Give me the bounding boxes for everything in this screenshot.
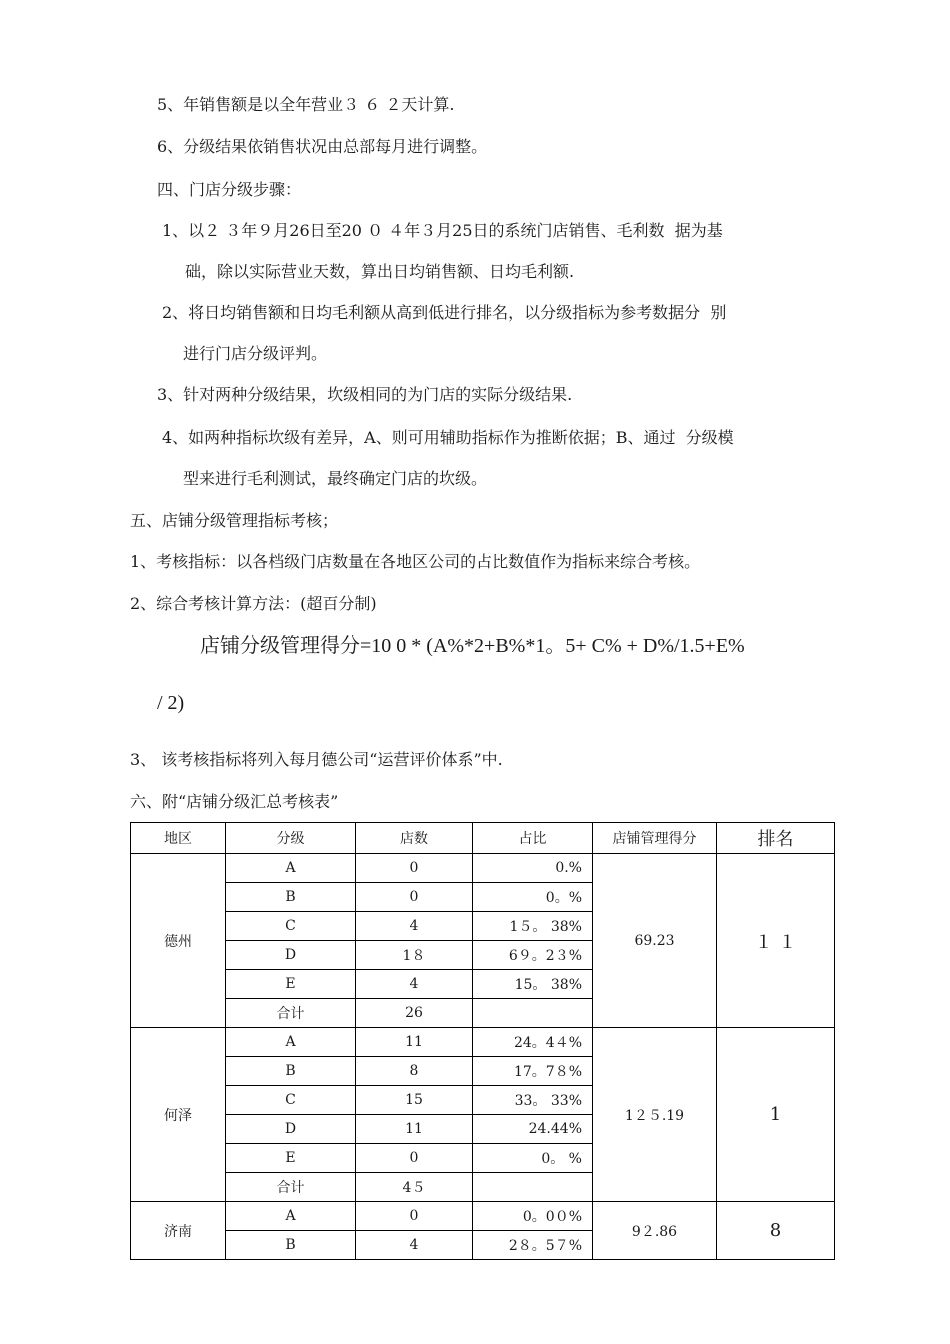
para-step-1-line1: 1、以２ ３年９月26日至20 ０ ４年３月25日的系统门店销售、毛利数 据为基 bbox=[162, 221, 723, 240]
header-region: 地区 bbox=[131, 823, 226, 854]
grade-cell: A bbox=[226, 1202, 356, 1231]
grade-cell: C bbox=[226, 912, 356, 941]
total-count-cell: 26 bbox=[356, 999, 473, 1028]
grade-cell: E bbox=[226, 970, 356, 999]
para-step-4-line1: 4、如两种指标坎级有差异，A、则可用辅助指标作为推断依据；B、通过 分级模 bbox=[162, 428, 734, 447]
empty-cell bbox=[473, 999, 593, 1028]
count-cell: 0 bbox=[356, 883, 473, 912]
para-step-4-line2: 型来进行毛利测试，最终确定门店的坎级。 bbox=[183, 469, 488, 488]
header-grade: 分级 bbox=[226, 823, 356, 854]
rank-cell: １ １ bbox=[717, 854, 835, 1028]
score-cell: 9２.86 bbox=[593, 1202, 717, 1260]
table-row bbox=[131, 1028, 835, 1057]
rank-cell: 1 bbox=[717, 1028, 835, 1202]
grade-cell: E bbox=[226, 1144, 356, 1173]
para-adjustment: 6、分级结果依销售状况由总部每月进行调整。 bbox=[157, 137, 488, 156]
pct-cell: 17。7８% bbox=[473, 1057, 593, 1086]
pct-cell: 2８。5７% bbox=[473, 1231, 593, 1260]
count-cell: 0 bbox=[356, 854, 473, 883]
count-cell: 4 bbox=[356, 1231, 473, 1260]
heading-section-5: 五、店铺分级管理指标考核； bbox=[130, 511, 339, 530]
header-score: 店铺管理得分 bbox=[593, 823, 717, 854]
count-cell: 4 bbox=[356, 970, 473, 999]
para-calculation-method: 2、综合考核计算方法：(超百分制) bbox=[130, 594, 377, 613]
pct-cell: 33。 33% bbox=[473, 1086, 593, 1115]
grade-cell: C bbox=[226, 1086, 356, 1115]
count-cell: 0 bbox=[356, 1144, 473, 1173]
pct-cell: 0.% bbox=[473, 854, 593, 883]
heading-section-6: 六、附“店铺分级汇总考核表” bbox=[130, 792, 339, 811]
pct-cell: 24.44% bbox=[473, 1115, 593, 1144]
count-cell: 1８ bbox=[356, 941, 473, 970]
para-evaluation-system: 3、 该考核指标将列入每月德公司“运营评价体系”中. bbox=[130, 750, 503, 769]
formula-line-1: 店铺分级管理得分=10 0 * (A%*2+B%*1。5+ C% + D%/1.5+E% bbox=[200, 635, 745, 657]
para-assessment-index: 1、考核指标：以各档级门店数量在各地区公司的占比数值作为指标来综合考核。 bbox=[130, 552, 701, 571]
count-cell: 11 bbox=[356, 1028, 473, 1057]
score-cell: 1２５.19 bbox=[593, 1028, 717, 1202]
count-cell: 11 bbox=[356, 1115, 473, 1144]
header-rank: 排名 bbox=[717, 823, 835, 854]
summary-table bbox=[130, 822, 835, 1260]
para-step-2-line2: 进行门店分级评判。 bbox=[183, 344, 328, 363]
pct-cell: 0。% bbox=[473, 883, 593, 912]
region-cell: 德州 bbox=[131, 854, 226, 1028]
total-label-cell: 合计 bbox=[226, 1173, 356, 1202]
count-cell: 8 bbox=[356, 1057, 473, 1086]
para-step-3: 3、针对两种分级结果，坎级相同的为门店的实际分级结果. bbox=[157, 385, 573, 404]
header-count: 店数 bbox=[356, 823, 473, 854]
para-step-2-line1: 2、将日均销售额和日均毛利额从高到低进行排名，以分级指标为参考数据分 别 bbox=[162, 303, 727, 322]
grade-cell: D bbox=[226, 941, 356, 970]
table-row bbox=[131, 854, 835, 883]
pct-cell: 24。4４% bbox=[473, 1028, 593, 1057]
region-cell: 何泽 bbox=[131, 1028, 226, 1202]
header-pct: 占比 bbox=[473, 823, 593, 854]
total-count-cell: 4５ bbox=[356, 1173, 473, 1202]
grade-cell: A bbox=[226, 1028, 356, 1057]
total-label-cell: 合计 bbox=[226, 999, 356, 1028]
formula-line-2: / 2) bbox=[157, 692, 185, 714]
empty-cell bbox=[473, 1173, 593, 1202]
grade-cell: B bbox=[226, 1057, 356, 1086]
grade-cell: B bbox=[226, 883, 356, 912]
grade-cell: B bbox=[226, 1231, 356, 1260]
rank-cell: 8 bbox=[717, 1202, 835, 1260]
heading-section-4: 四、门店分级步骤： bbox=[157, 180, 302, 199]
para-annual-sales: 5、年销售额是以全年营业３ ６ ２天计算. bbox=[157, 95, 455, 114]
table-header-row bbox=[131, 823, 835, 854]
table-row bbox=[131, 1202, 835, 1231]
pct-cell: 15。 38% bbox=[473, 970, 593, 999]
pct-cell: 0。0０% bbox=[473, 1202, 593, 1231]
grade-cell: D bbox=[226, 1115, 356, 1144]
count-cell: 15 bbox=[356, 1086, 473, 1115]
pct-cell: 1５。 38% bbox=[473, 912, 593, 941]
region-cell: 济南 bbox=[131, 1202, 226, 1260]
pct-cell: 0。 % bbox=[473, 1144, 593, 1173]
count-cell: 4 bbox=[356, 912, 473, 941]
pct-cell: 6９。2３% bbox=[473, 941, 593, 970]
para-step-1-line2: 础，除以实际营业天数，算出日均销售额、日均毛利额. bbox=[185, 262, 575, 281]
count-cell: 0 bbox=[356, 1202, 473, 1231]
grade-cell: A bbox=[226, 854, 356, 883]
score-cell: 69.23 bbox=[593, 854, 717, 1028]
